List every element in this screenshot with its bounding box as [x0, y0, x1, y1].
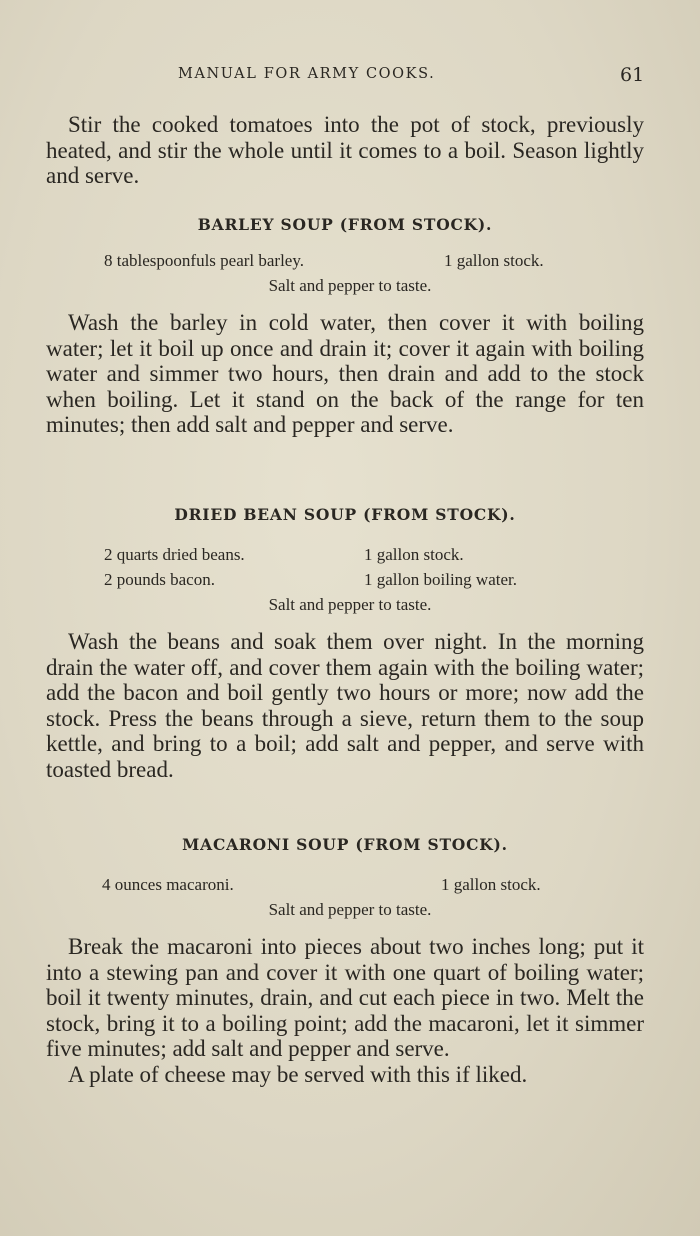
- ingredient-left: 8 tablespoonfuls pearl barley.: [104, 251, 304, 270]
- recipe-instructions: Wash the barley in cold water, then cover it with boiling water; let it boil up once and drain it; cover it again with boiling water and simmer two hours, then drain and add to the stock when boiling. Let it stand on the back of the range for ten minutes; then add salt and pepper and serve.: [46, 310, 644, 438]
- running-title: MANUAL FOR ARMY COOKS.: [178, 66, 436, 82]
- page-content: [46, 112, 644, 1088]
- intro-paragraph: Stir the cooked tomatoes into the pot of stock, previously heated, and stir the whole until it comes to a boil. Season lightly and serve.: [46, 112, 644, 189]
- ingredient-right: 1 gallon stock.: [444, 251, 544, 270]
- recipe-title: MACARONI SOUP (FROM STOCK).: [182, 835, 508, 854]
- page-number: 61: [620, 64, 645, 86]
- ingredient-left: 2 quarts dried beans.: [104, 545, 245, 564]
- seasoning: Salt and pepper to taste.: [268, 595, 432, 614]
- ingredient-right: 1 gallon boiling water.: [364, 570, 517, 589]
- ingredient-row: [46, 567, 644, 592]
- ingredient-row: [46, 872, 644, 897]
- recipe-instructions: Wash the beans and soak them over night. In the morning drain the water off, and cover them again with the boiling water; add the bacon and boil gently two hours or more; now add the stock. Press the beans through a sieve, return them to the soup kettle, and bring to a boil; add salt and pepper, and serve with toasted bread.: [46, 629, 644, 782]
- ingredient-row: [46, 542, 644, 567]
- ingredient-left: 2 pounds bacon.: [104, 570, 215, 589]
- ingredient-list: [46, 248, 644, 298]
- ingredient-left: 4 ounces macaroni.: [102, 875, 234, 894]
- ingredient-list: [46, 542, 644, 617]
- ingredient-row: [46, 248, 644, 273]
- seasoning: Salt and pepper to taste.: [268, 900, 432, 919]
- recipe-barley-soup: [46, 189, 644, 505]
- recipe-instructions: Break the macaroni into pieces about two inches long; put it into a stewing pan and cover it with one quart of boiling water; boil it twenty minutes, drain, and cut each piece in two. Melt the stock, bring it to a boiling point; add the macaroni, let it simmer five minutes; add salt and pepper and serve.: [46, 934, 644, 1062]
- running-header: [0, 66, 700, 90]
- ingredient-right: 1 gallon stock.: [441, 875, 541, 894]
- recipe-note: A plate of cheese may be served with this if liked.: [68, 1061, 528, 1087]
- ingredient-right: 1 gallon stock.: [364, 545, 464, 564]
- ingredient-list: [46, 872, 644, 922]
- recipe-dried-bean-soup: [46, 505, 644, 835]
- seasoning: Salt and pepper to taste.: [268, 276, 432, 295]
- intro-block: [46, 112, 644, 189]
- recipe-title: DRIED BEAN SOUP (FROM STOCK).: [174, 505, 516, 524]
- recipe-macaroni-soup: [46, 835, 644, 1088]
- recipe-title: BARLEY SOUP (FROM STOCK).: [197, 215, 493, 234]
